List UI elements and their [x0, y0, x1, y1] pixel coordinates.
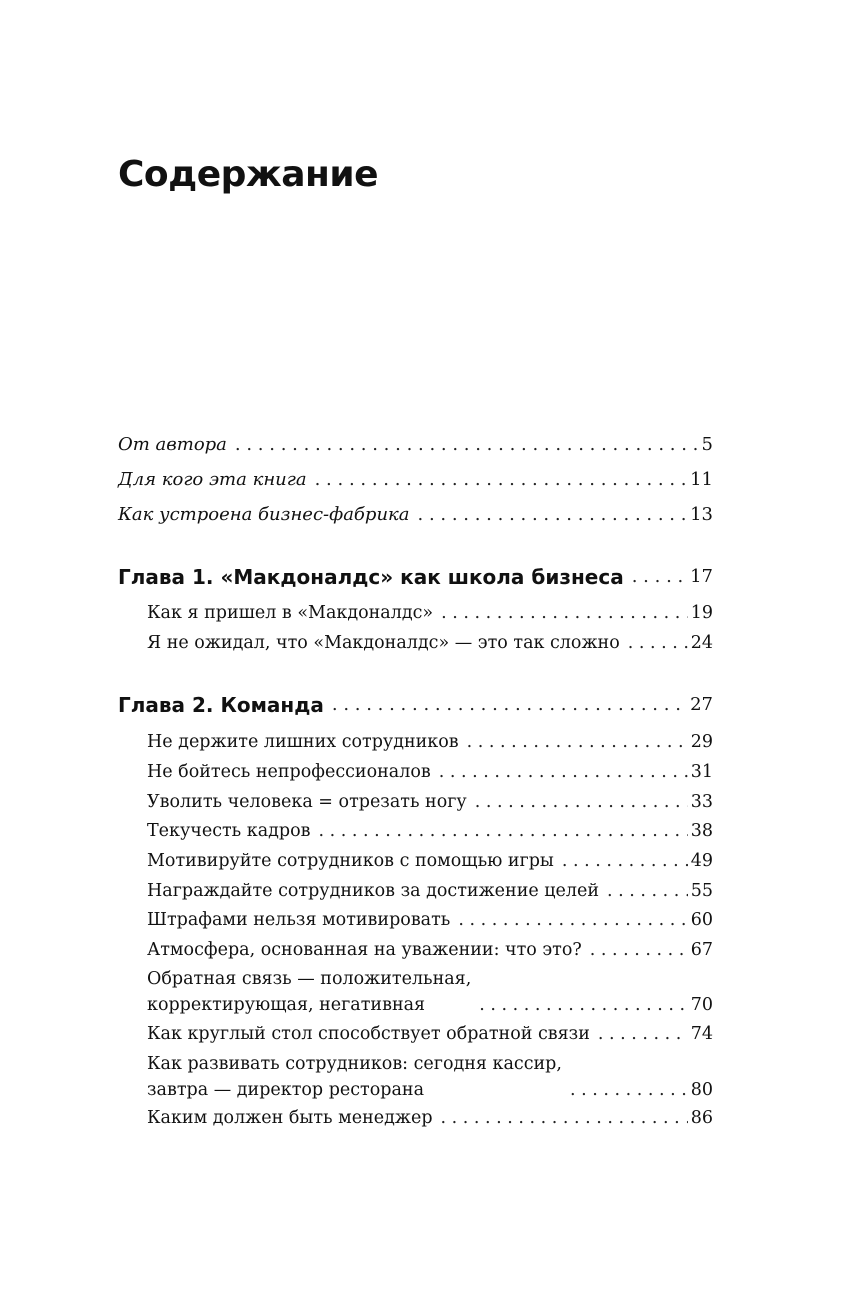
toc-entry-audience[interactable]	[118, 467, 713, 493]
toc-section[interactable]	[147, 878, 713, 904]
toc-section-page: 80	[690, 1080, 713, 1100]
toc-section[interactable]	[147, 729, 713, 755]
toc-section-label	[147, 966, 471, 1018]
leader-dots	[418, 502, 688, 528]
leader-dots	[562, 848, 688, 874]
toc-section-page: 49	[690, 851, 713, 871]
toc-section-page: 70	[690, 995, 713, 1015]
leader-dots	[570, 1077, 688, 1103]
toc-section[interactable]	[147, 630, 713, 656]
toc-section-page: 31	[690, 762, 713, 782]
toc-section[interactable]	[147, 848, 713, 874]
leader-dots	[235, 432, 699, 458]
toc-chapter-page: 27	[690, 694, 713, 715]
toc-section-label-line: Как развивать сотрудников: сегодня кассир,	[147, 1054, 562, 1074]
toc-entry-label: От автора	[118, 434, 227, 455]
leader-dots	[441, 1105, 688, 1131]
toc-section-page: 55	[690, 881, 713, 901]
toc-entry-label: Как устроена бизнес-фабрика	[118, 504, 410, 525]
toc-section[interactable]	[147, 937, 713, 963]
toc-section[interactable]	[147, 966, 713, 1018]
toc-section-label-line: завтра — директор ресторана	[147, 1080, 425, 1100]
toc-section-page: 38	[690, 821, 713, 841]
toc-entry-page: 13	[690, 504, 713, 525]
toc-chapter-2[interactable]	[118, 691, 713, 719]
toc-section[interactable]	[147, 600, 713, 626]
toc-section[interactable]	[147, 1105, 713, 1131]
toc-entry-label: Для кого эта книга	[118, 469, 307, 490]
toc-section-page: 33	[690, 792, 713, 812]
toc-section-label: Уволить человека = отрезать ногу	[147, 792, 467, 812]
toc-section[interactable]	[147, 818, 713, 844]
toc-entry-page: 5	[701, 434, 713, 455]
leader-dots	[598, 1021, 688, 1047]
table-of-contents	[118, 0, 713, 1300]
toc-section-label: Как я пришел в «Макдоналдс»	[147, 603, 434, 623]
toc-section-label: Как круглый стол способствует обратной связи	[147, 1024, 590, 1044]
toc-section-label	[147, 1051, 562, 1103]
toc-chapter-label: Глава 2. Команда	[118, 693, 324, 717]
page-title: Содержание	[118, 154, 379, 195]
leader-dots	[441, 600, 688, 626]
toc-section-label: Атмосфера, основанная на уважении: что это?	[147, 940, 582, 960]
toc-section-label: Не бойтесь непрофессионалов	[147, 762, 431, 782]
toc-section-label-line: Обратная связь — положительная,	[147, 969, 472, 989]
leader-dots	[632, 563, 687, 591]
toc-chapter-label: Глава 1. «Макдоналдс» как школа бизнеса	[118, 565, 624, 589]
leader-dots	[590, 937, 688, 963]
toc-section-label: Текучесть кадров	[147, 821, 311, 841]
toc-chapter-page: 17	[690, 566, 713, 587]
toc-section-label: Награждайте сотрудников за достижение целей	[147, 881, 600, 901]
leader-dots	[439, 759, 688, 785]
leader-dots	[319, 818, 688, 844]
toc-section-label: Я не ожидал, что «Макдоналдс» — это так сложно	[147, 633, 620, 653]
toc-section-page: 19	[690, 603, 713, 623]
toc-entry-from-author[interactable]	[118, 432, 713, 458]
toc-section[interactable]	[147, 1021, 713, 1047]
toc-section-label: Каким должен быть менеджер	[147, 1108, 433, 1128]
toc-section-page: 29	[690, 732, 713, 752]
toc-section[interactable]	[147, 1051, 713, 1103]
toc-section-label: Штрафами нельзя мотивировать	[147, 910, 451, 930]
toc-section-page: 67	[690, 940, 713, 960]
leader-dots	[628, 630, 688, 656]
toc-chapter-1[interactable]	[118, 563, 713, 591]
leader-dots	[467, 729, 688, 755]
toc-section-page: 60	[690, 910, 713, 930]
toc-section[interactable]	[147, 907, 713, 933]
leader-dots	[315, 467, 687, 493]
toc-section-label-line: корректирующая, негативная	[147, 995, 426, 1015]
toc-section-page: 86	[690, 1108, 713, 1128]
toc-section-page: 24	[690, 633, 713, 653]
toc-entry-page: 11	[690, 469, 713, 490]
toc-entry-business-factory[interactable]	[118, 502, 713, 528]
leader-dots	[607, 878, 688, 904]
toc-section-label: Не держите лишних сотрудников	[147, 732, 459, 752]
toc-section-page: 74	[690, 1024, 713, 1044]
toc-section[interactable]	[147, 789, 713, 815]
leader-dots	[458, 907, 687, 933]
leader-dots	[479, 992, 687, 1018]
leader-dots	[475, 789, 688, 815]
toc-section-label: Мотивируйте сотрудников с помощью игры	[147, 851, 554, 871]
toc-section[interactable]	[147, 759, 713, 785]
leader-dots	[332, 691, 687, 719]
